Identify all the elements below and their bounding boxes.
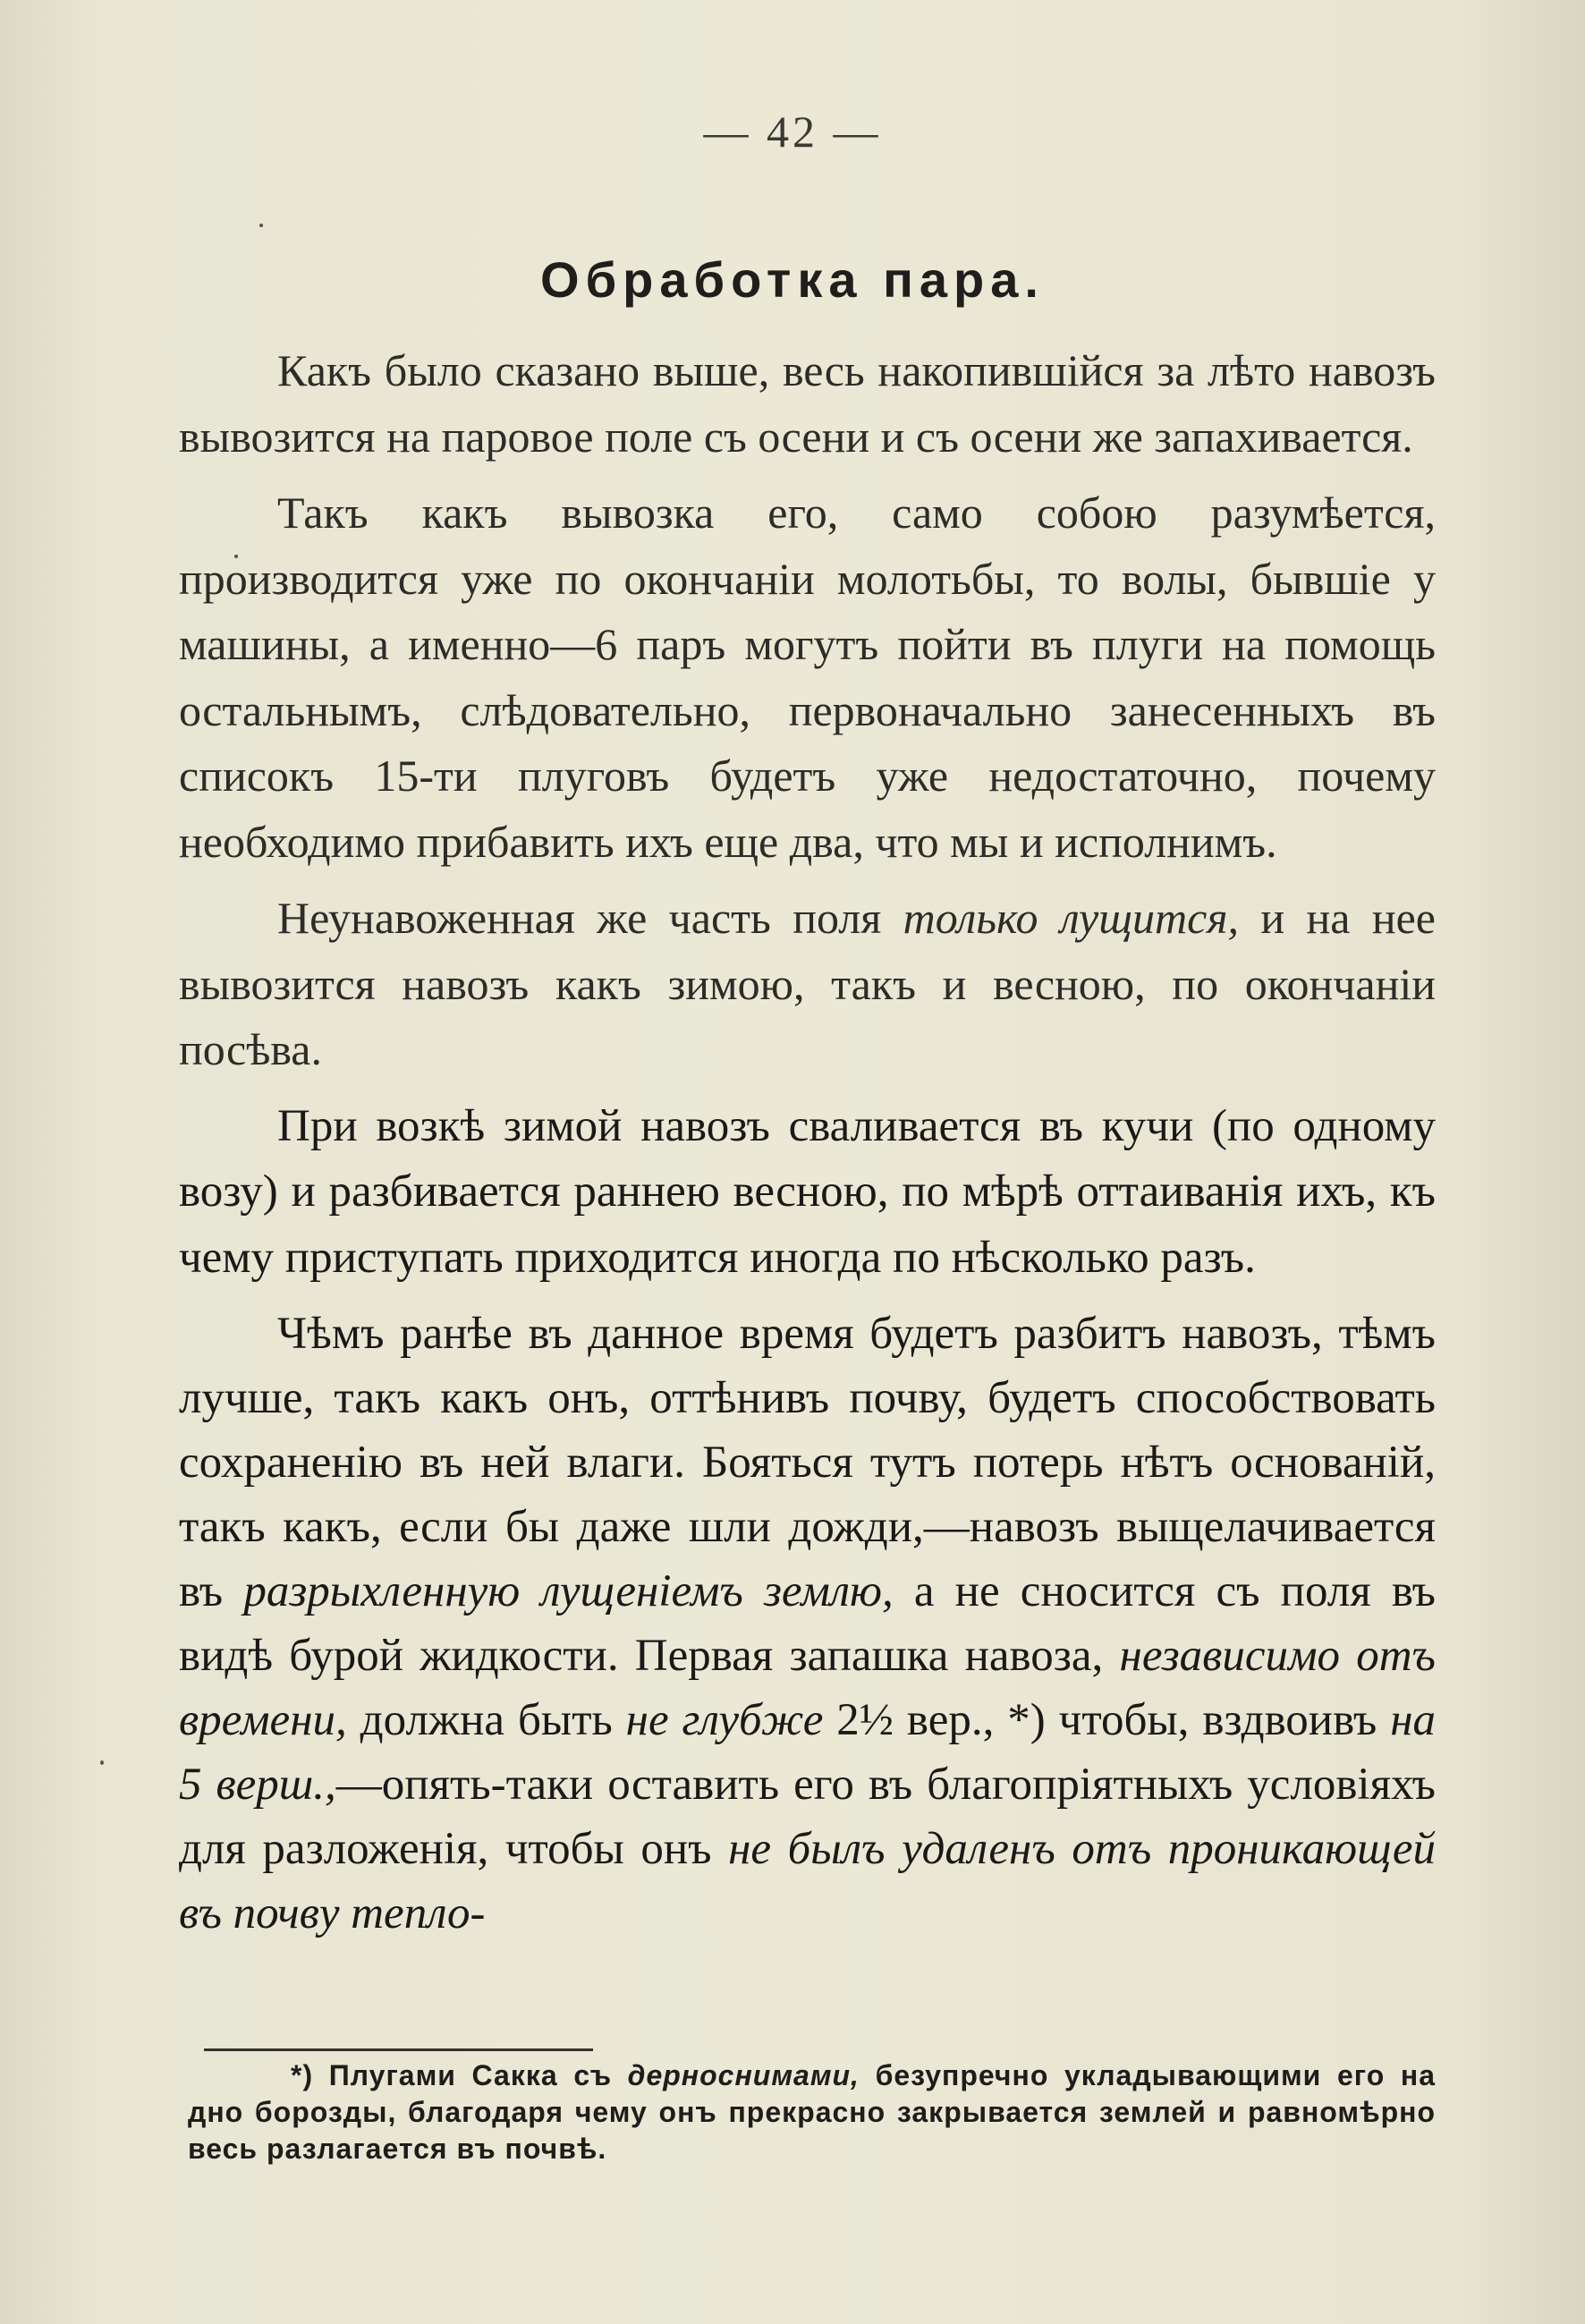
footnote-text-1: *) Плугами Сакка съ [291,2059,613,2091]
paragraph-4: При возкѣ зимой навозъ сваливается въ кучи (по одному возу) и разбивается раннею весною, по мѣрѣ оттаиванія ихъ, къ чему приступать приходится иногда по нѣсколько разъ. [179,1100,1436,1283]
body-text [179,338,1436,1956]
paragraph-3-text: Неунавоженная же часть поля [277,893,882,943]
section-heading: Обработка пара. [540,251,1045,308]
footnote-paragraph [188,2057,1436,2167]
page-number: — 42 — [703,106,882,157]
paragraph-3-text-end: и на нее вывозится навозъ какъ зимою, такъ и весною, по окончаніи посѣва. [179,893,1437,1074]
ink-speck [259,224,263,227]
paragraph-5-text-1: Чѣмъ ранѣе въ данное время будетъ разбитъ навозъ, тѣмъ лучше, такъ какъ онъ, оттѣнивъ почву, будетъ способствовать сохраненію въ ней влаги. Бояться тутъ потерь нѣтъ основаній, такъ какъ, если бы даже шли дожди,—навозъ выщелачивается въ [179,1309,1436,1616]
footnote-italic: дерноснимами, [627,2059,860,2091]
paragraph-5-text-5: —опять-таки оставить его въ благопріятныхъ условіяхъ для разложенія, чтобы онъ [179,1760,1436,1874]
paragraph-5-text-3: должна быть [360,1695,613,1745]
paragraph-5-italic-1: разрыхленную лущеніемъ землю, [243,1566,894,1616]
footnote [188,2057,1436,2167]
paragraph-5-text-4: 2½ вер., *) чтобы, вздвоивъ [836,1695,1377,1745]
paragraph-5-italic-3: не глубже [625,1695,824,1745]
ink-speck [100,1760,104,1765]
paragraph-5-italic-5: не былъ удаленъ отъ проникающей въ почву тепло- [179,1824,1436,1938]
footnote-text-2: безупречно укладывающими его на дно борозды, благодаря чему онъ прекрасно закрывается землей и равномѣрно весь разлагается въ почвѣ. [188,2059,1437,2165]
footnote-divider [204,2048,593,2051]
paragraph-5-text-2: а не сносится съ поля въ видѣ бурой жидкости. Первая запашка навоза, [179,1566,1437,1681]
paragraph-5 [179,1302,1436,1946]
paragraph-3 [179,886,1436,1083]
paragraph-1: Какъ было сказано выше, весь накопившійся за лѣто навозъ вывозится на паровое поле съ осени и съ осени же запахивается. [179,345,1436,462]
paragraph-2: Такъ какъ вывозка его, само собою разумѣется, производится уже по окончаніи молотьбы, то волы, бывшіе у машины, а именно—6 паръ могутъ пойти въ плуги на помощь остальнымъ, слѣдовательно, первоначально занесенныхъ въ списокъ 15-ти плуговъ будетъ уже недостаточно, почему необходимо прибавить ихъ еще два, что мы и исполнимъ. [179,488,1436,867]
paragraph-5-italic-2: независимо отъ времени, [179,1631,1436,1745]
paragraph-5-italic-4: на 5 верш., [179,1695,1437,1810]
paragraph-3-italic: только лущится, [903,893,1240,943]
